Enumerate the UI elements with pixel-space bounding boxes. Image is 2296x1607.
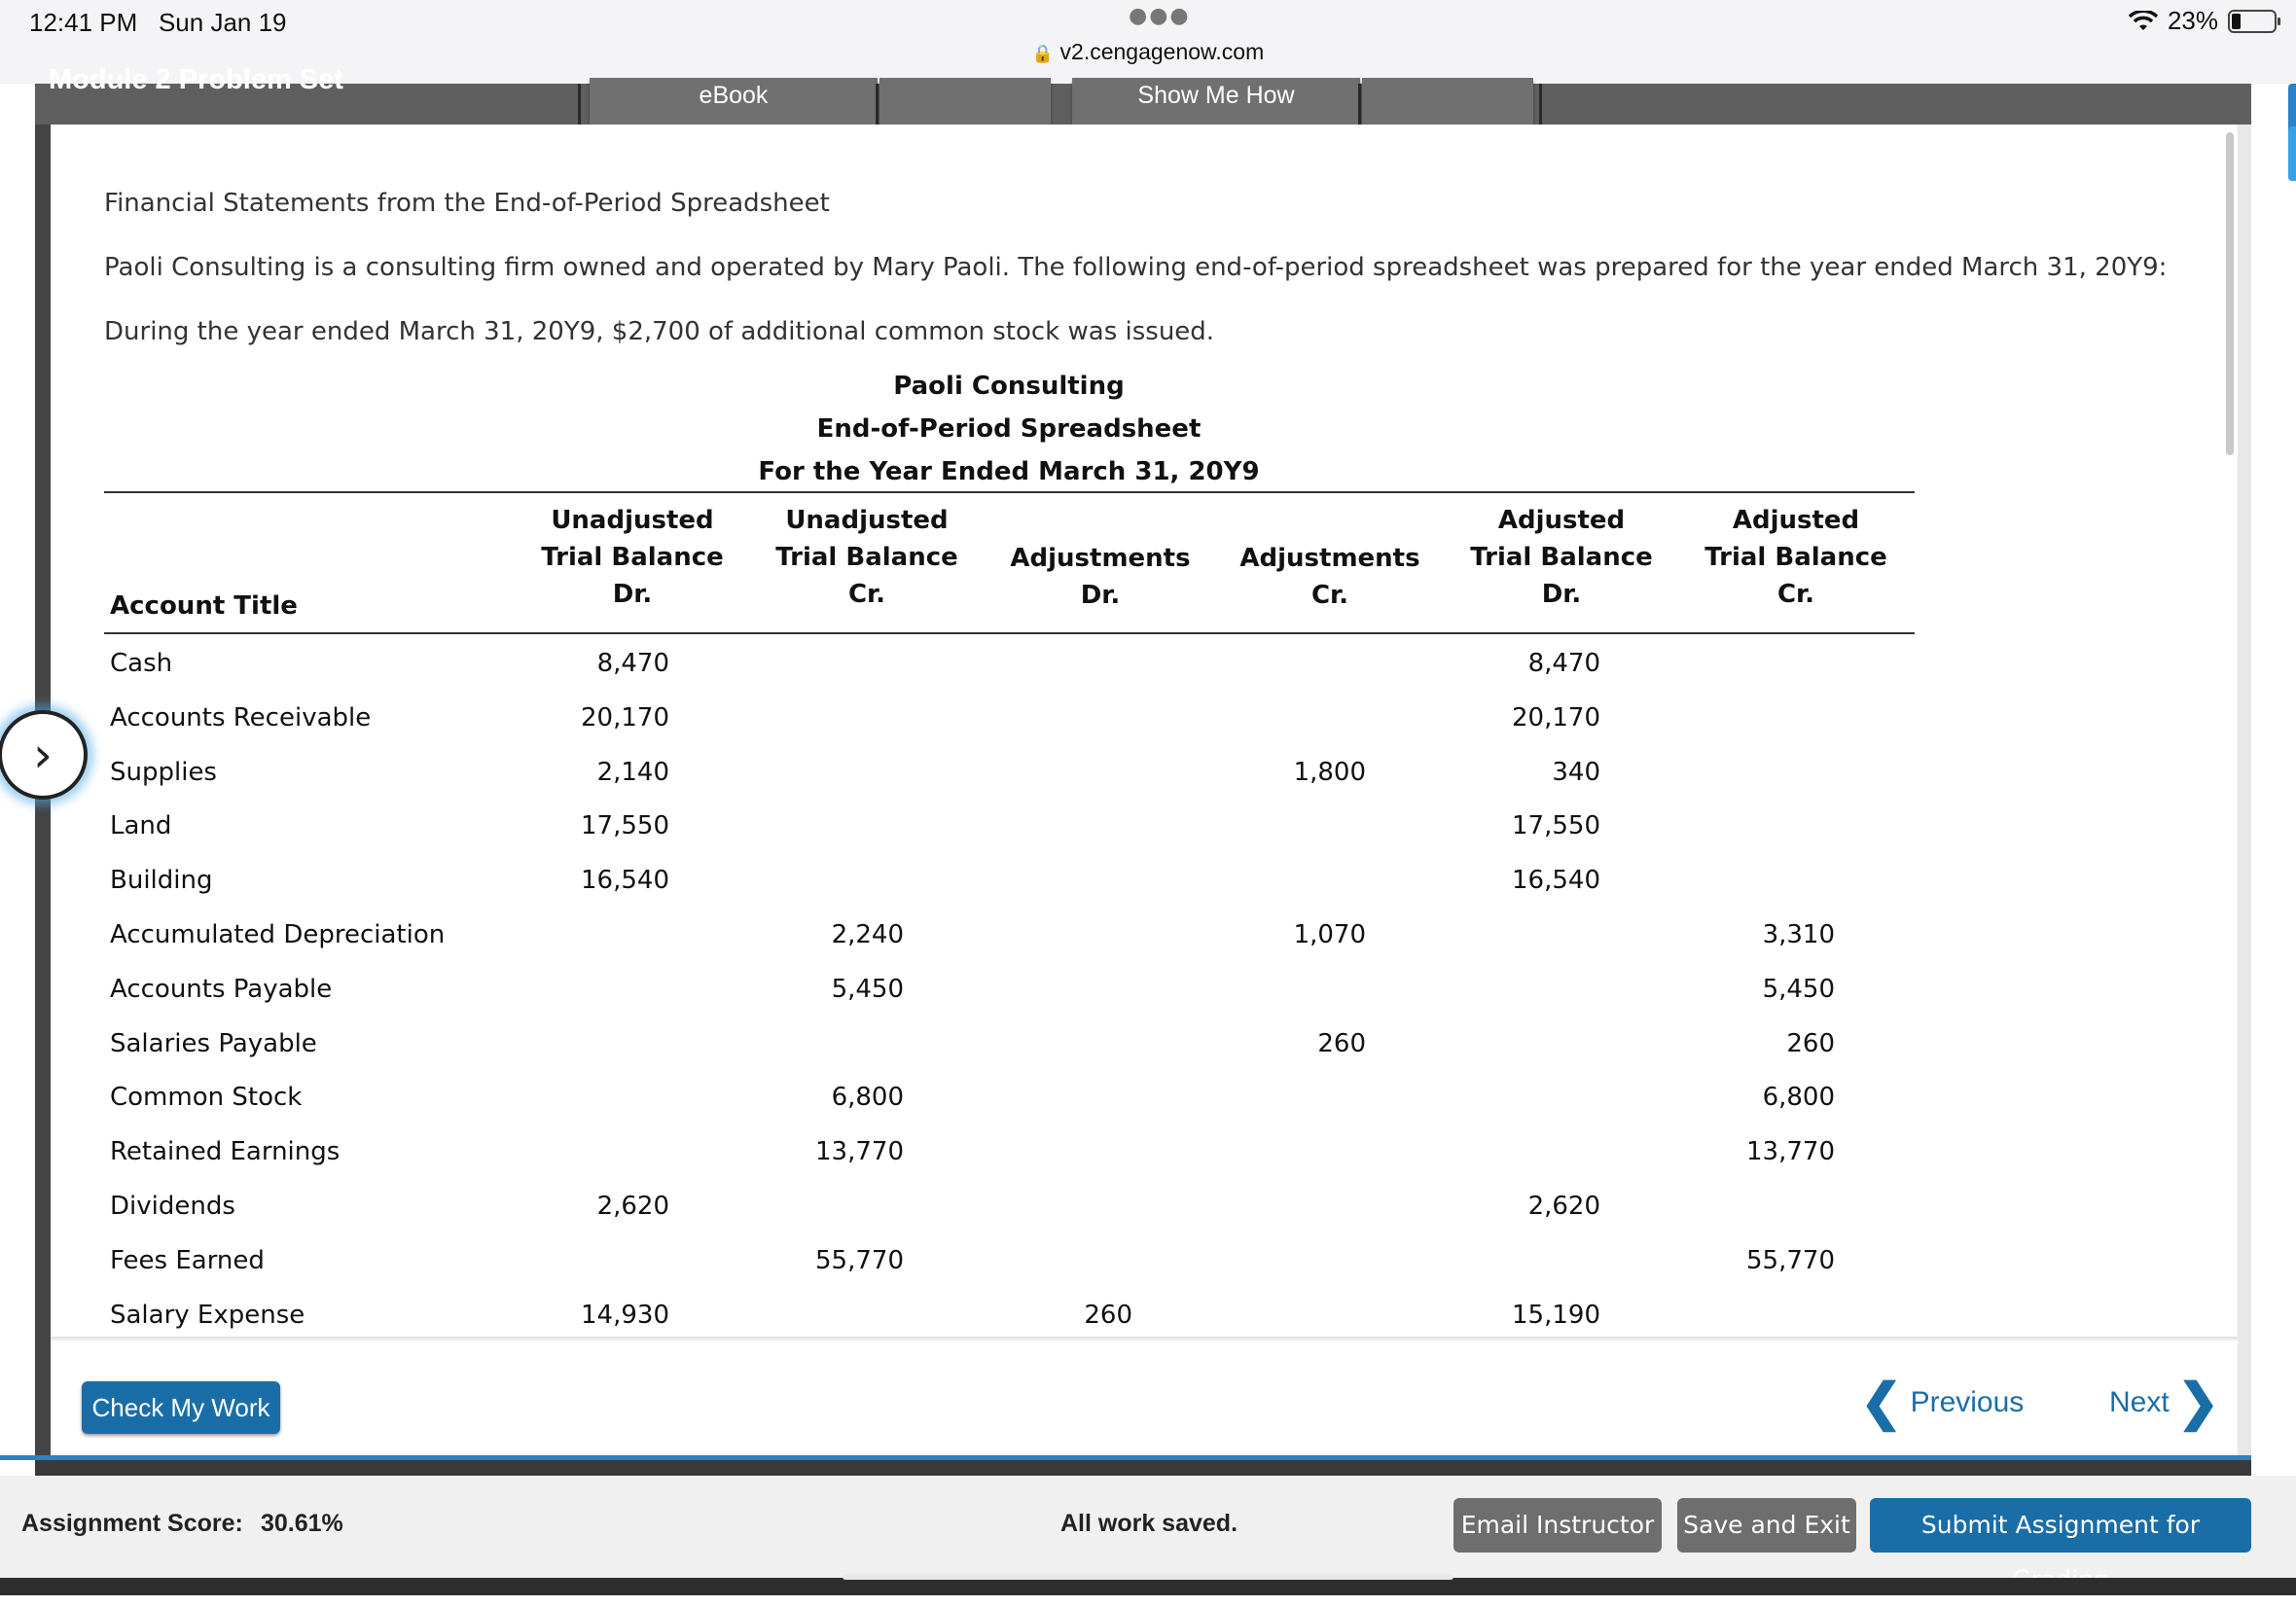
account-title-cell: Salaries Payable — [110, 1028, 317, 1058]
amount-cell-atb-cr: 260 — [1786, 1028, 1835, 1058]
amount-cell-utb-dr: 17,550 — [581, 811, 669, 841]
tab-divider — [578, 84, 581, 126]
lock-icon: 🔒 — [1031, 44, 1055, 63]
amount-cell-atb-cr: 5,450 — [1762, 974, 1835, 1004]
amount-cell-atb-dr: 8,470 — [1527, 649, 1600, 678]
account-title-cell: Building — [110, 866, 213, 896]
footer-bottom-band — [0, 1578, 2296, 1595]
table-top-rule — [104, 491, 1915, 493]
table-row — [104, 1182, 1915, 1236]
status-time: 12:41 PM Sun Jan 19 — [29, 8, 287, 37]
scrollbar-thumb[interactable] — [2226, 132, 2234, 455]
content-bottom-edge — [51, 1337, 2238, 1342]
amount-cell-utb-dr: 14,930 — [581, 1300, 669, 1330]
header-atb-cr: Adjusted Trial Balance Cr. — [1704, 506, 1887, 609]
amount-cell-atb-dr: 20,170 — [1512, 702, 1600, 732]
amount-cell-adj-cr: 1,800 — [1293, 757, 1366, 787]
table-row — [104, 694, 1915, 748]
home-indicator — [843, 1574, 1453, 1580]
amount-cell-atb-cr: 13,770 — [1746, 1137, 1835, 1167]
account-title-cell: Accounts Receivable — [110, 702, 372, 732]
next-label: Next — [2109, 1386, 2170, 1418]
account-title-cell: Accounts Payable — [110, 974, 333, 1004]
problem-intro: Paoli Consulting is a consulting firm owned and operated by Mary Paoli. The following end-of-period spreadsheet was prepared for the year ended March 31, 20Y9: — [104, 253, 2168, 282]
account-title-cell: Retained Earnings — [110, 1137, 341, 1167]
battery-icon — [2228, 10, 2277, 33]
wifi-icon — [2129, 11, 2158, 32]
amount-cell-utb-cr: 55,770 — [815, 1245, 904, 1275]
table-row — [104, 1019, 1915, 1074]
table-row — [104, 802, 1915, 856]
url-text: v2.cengagenow.com — [1059, 39, 1265, 64]
header-utb-cr: Unadjusted Trial Balance Cr. — [775, 506, 958, 609]
amount-cell-utb-dr: 2,620 — [596, 1192, 669, 1221]
more-dots-icon[interactable]: ●●● — [1129, 4, 1191, 28]
problem-note: During the year ended March 31, 20Y9, $2,700 of additional common stock was issued. — [104, 317, 1215, 346]
amount-cell-adj-cr: 1,070 — [1293, 920, 1366, 949]
table-row — [104, 965, 1915, 1019]
account-title-cell: Supplies — [110, 757, 217, 787]
amount-cell-atb-dr: 15,190 — [1512, 1300, 1600, 1330]
address-bar[interactable] — [0, 39, 2296, 65]
status-indicators — [2129, 6, 2277, 36]
amount-cell-utb-cr: 6,800 — [831, 1083, 904, 1113]
amount-cell-atb-cr: 3,310 — [1762, 920, 1835, 949]
amount-cell-utb-cr: 2,240 — [831, 920, 904, 949]
chevron-right-icon: ❯ — [2176, 1375, 2220, 1431]
show-me-how-tab[interactable]: Show Me How — [1072, 78, 1360, 126]
amount-cell-utb-dr: 2,140 — [596, 757, 669, 787]
table-row — [104, 1127, 1915, 1182]
table-row — [104, 639, 1915, 694]
next-button[interactable] — [2109, 1375, 2220, 1431]
amount-cell-atb-dr: 2,620 — [1527, 1192, 1600, 1221]
amount-cell-utb-cr: 13,770 — [815, 1137, 904, 1167]
tab-divider — [1539, 84, 1542, 126]
header-adj-cr: Adjustments Cr. — [1239, 544, 1420, 610]
account-title-cell: Cash — [110, 649, 173, 678]
table-row — [104, 856, 1915, 911]
header-atb-dr: Adjusted Trial Balance Dr. — [1470, 506, 1653, 609]
account-title-cell: Common Stock — [110, 1083, 303, 1113]
table-row — [104, 1236, 1915, 1291]
spreadsheet-period: For the Year Ended March 31, 20Y9 — [758, 457, 1260, 486]
account-title-cell: Accumulated Depreciation — [110, 920, 446, 949]
spreadsheet-name: End-of-Period Spreadsheet — [816, 414, 1202, 444]
account-title-cell: Fees Earned — [110, 1245, 265, 1275]
score-label: Assignment Score: — [21, 1510, 243, 1537]
amount-cell-atb-cr: 55,770 — [1746, 1245, 1835, 1275]
score-value: 30.61% — [261, 1510, 343, 1537]
email-instructor-button[interactable]: Email Instructor — [1453, 1498, 1662, 1553]
header-account-title: Account Title — [110, 591, 298, 621]
chevron-right-icon: › — [33, 727, 53, 783]
amount-cell-adj-cr: 260 — [1317, 1028, 1366, 1058]
account-title-cell: Land — [110, 811, 172, 841]
amount-cell-atb-dr: 340 — [1552, 757, 1600, 787]
table-header-rule — [104, 632, 1915, 634]
amount-cell-atb-dr: 16,540 — [1512, 866, 1600, 896]
side-tab-edge[interactable] — [2288, 126, 2296, 181]
table-row — [104, 1073, 1915, 1127]
header-utb-dr: Unadjusted Trial Balance Dr. — [541, 506, 724, 609]
amount-cell-atb-dr: 17,550 — [1512, 811, 1600, 841]
amount-cell-adj-dr: 260 — [1084, 1300, 1132, 1330]
footer-dark-band — [35, 1460, 2251, 1476]
table-row — [104, 748, 1915, 803]
submit-assignment-button[interactable]: Submit Assignment for — [1870, 1498, 2251, 1553]
previous-button[interactable] — [1860, 1375, 2025, 1431]
account-title-cell: Salary Expense — [110, 1300, 305, 1330]
content-frame-shadow — [2238, 125, 2251, 1457]
account-title-cell: Dividends — [110, 1192, 235, 1221]
module-title: Module 2 Problem Set — [49, 64, 343, 95]
previous-label: Previous — [1910, 1386, 2025, 1418]
table-row — [104, 911, 1915, 965]
tab-blank[interactable] — [1362, 78, 1533, 126]
save-and-exit-button[interactable]: Save and Exit — [1677, 1498, 1856, 1553]
expand-panel-button[interactable] — [0, 710, 88, 800]
tab-divider — [876, 84, 879, 126]
amount-cell-utb-dr: 8,470 — [596, 649, 669, 678]
tab-divider — [1358, 84, 1361, 126]
problem-title: Financial Statements from the End-of-Period Spreadsheet — [104, 189, 830, 218]
save-status: All work saved. — [1060, 1510, 1238, 1537]
status-bar — [0, 0, 2296, 84]
chevron-left-icon: ❮ — [1860, 1375, 1903, 1431]
header-adj-dr: Adjustments Dr. — [1010, 544, 1191, 610]
amount-cell-utb-dr: 20,170 — [581, 702, 669, 732]
tab-blank[interactable] — [879, 78, 1051, 126]
ebook-tab[interactable]: eBook — [590, 78, 878, 126]
amount-cell-atb-cr: 6,800 — [1762, 1083, 1835, 1113]
check-my-work-button[interactable]: Check My Work — [82, 1381, 280, 1434]
amount-cell-utb-dr: 16,540 — [581, 866, 669, 896]
amount-cell-utb-cr: 5,450 — [831, 974, 904, 1004]
battery-percent: 23% — [2167, 6, 2218, 35]
spreadsheet-company: Paoli Consulting — [893, 372, 1125, 401]
